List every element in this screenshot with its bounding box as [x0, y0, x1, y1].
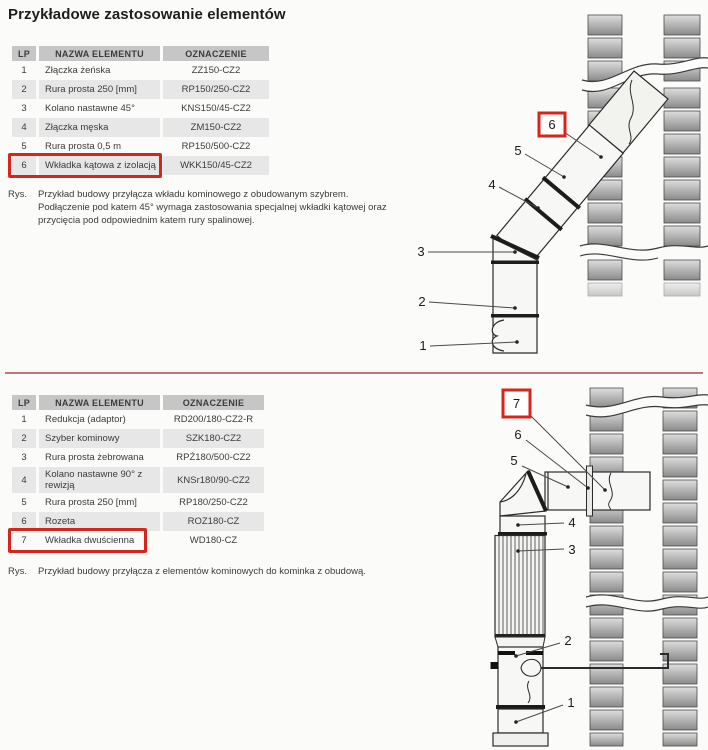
- highlight-box: [8, 153, 162, 178]
- name-cell: Złączka męska: [39, 118, 160, 137]
- name-cell: Rozeta: [39, 512, 160, 531]
- damper-axle-knob: [491, 662, 499, 669]
- table-row: [12, 448, 269, 467]
- caption-label: Rys.: [8, 189, 27, 200]
- diagram-2-svg: [400, 385, 708, 750]
- name-cell: Kolano nastawne 90° z rewizją: [39, 467, 160, 493]
- figure-caption-1: [8, 188, 390, 227]
- name-cell: Kolano nastawne 45°: [45, 103, 135, 114]
- code-cell: WKK150/45-CZ2: [163, 156, 269, 175]
- callout-2: 2: [564, 633, 572, 648]
- code-cell: RD200/180-CZ2-R: [173, 414, 254, 425]
- code-cell: WD180-CZ: [189, 535, 238, 546]
- table-row: [12, 410, 269, 429]
- code-cell: ZZ150-CZ2: [191, 65, 241, 76]
- parts-table-2: [12, 395, 269, 550]
- name-cell: Szyber kominowy: [39, 429, 160, 448]
- lp-cell: 6: [12, 156, 36, 175]
- callout-1: 1: [419, 338, 427, 353]
- rozeta-plate: [587, 466, 593, 516]
- name-cell: Rura prosta żebrowana: [45, 452, 144, 463]
- elbow-90-with-revision: [498, 471, 547, 536]
- chimney-diagram-2: [400, 385, 708, 750]
- column-header-lp: LP: [12, 46, 36, 61]
- code-cell: RPŻ180/500-CZ2: [176, 452, 251, 463]
- damper-blade: [521, 659, 541, 676]
- code-cell: RP150/250-CZ2: [163, 80, 269, 99]
- table-row: [12, 429, 269, 448]
- code-cell: RP180/250-CZ2: [179, 497, 248, 508]
- horizontal-pipe-and-insert: [545, 466, 650, 516]
- table-header-row: [12, 46, 269, 61]
- code-cell: ZM150-CZ2: [163, 118, 269, 137]
- chimney-diagram-1: [400, 8, 708, 365]
- callout-2: 2: [418, 294, 426, 309]
- code-cell: KNS150/45-CZ2: [181, 103, 251, 114]
- callout-5: 5: [514, 143, 522, 158]
- break-line-bottom: [580, 244, 708, 260]
- lp-cell: 1: [21, 65, 27, 76]
- callout-4: 4: [488, 177, 496, 192]
- lp-cell: 4: [12, 467, 36, 493]
- highlight-frame-7: [503, 390, 530, 417]
- lp-cell: 3: [21, 103, 27, 114]
- table-row: [12, 493, 269, 512]
- callout-7: 7: [512, 396, 521, 411]
- parts-table-1: [12, 46, 269, 175]
- callout-6: 6: [514, 427, 522, 442]
- section-divider: [5, 372, 703, 374]
- table-row: [12, 80, 269, 99]
- name-cell: Złączka żeńska: [45, 65, 111, 76]
- brick-column-right: [663, 388, 697, 746]
- callout-4: 4: [568, 515, 576, 530]
- lp-cell: 3: [21, 452, 27, 463]
- code-cell: KNSr180/90-CZ2: [163, 467, 264, 493]
- column-header-name: NAZWA ELEMENTU: [39, 395, 160, 410]
- lp-cell: 2: [12, 429, 36, 448]
- highlight-frame-6: [539, 113, 565, 136]
- code-cell: ROZ180-CZ: [163, 512, 264, 531]
- column-header-name: NAZWA ELEMENTU: [39, 46, 160, 61]
- lp-cell: 7: [21, 535, 27, 546]
- name-cell: Redukcja (adaptor): [45, 414, 126, 425]
- lp-cell: 4: [12, 118, 36, 137]
- table-row: [12, 118, 269, 137]
- table-row: [12, 467, 269, 493]
- code-cell: SZK180-CZ2: [163, 429, 264, 448]
- highlight-box: [8, 528, 147, 553]
- column-header-code: OZNACZENIE: [163, 395, 264, 410]
- diagram-1-svg: [400, 8, 708, 360]
- callout-5: 5: [510, 453, 518, 468]
- name-cell: Wkładka dwuścienna: [45, 535, 135, 546]
- callout-3: 3: [417, 244, 425, 259]
- name-cell: Rura prosta 250 [mm]: [39, 80, 160, 99]
- lp-cell: 2: [12, 80, 36, 99]
- page-title: Przykładowe zastosowanie elementów: [8, 6, 286, 23]
- callout-3: 3: [568, 542, 576, 557]
- figure-caption-2: [8, 565, 390, 578]
- lp-cell: 1: [21, 414, 27, 425]
- name-cell: Rura prosta 250 [mm]: [45, 497, 137, 508]
- column-header-code: OZNACZENIE: [163, 46, 269, 61]
- table-row: [12, 61, 269, 80]
- caption-text: Przykład budowy przyłącza z elementów kominowych do kominka z obudową.: [38, 566, 366, 577]
- callout-1: 1: [567, 695, 575, 710]
- caption-text: Przykład budowy przyłącza wkładu kominowego z obudowanym szybrem. Podłączenie pod katem 45° wymaga zastosowania specjalnej wkładki kątowej oraz przycięcia pod odpowiednim katem rury spalinowej.: [38, 189, 387, 226]
- callout-6: 6: [548, 117, 556, 132]
- lp-cell: 5: [21, 141, 27, 152]
- table-row: [12, 99, 269, 118]
- reduction-adaptor: [493, 709, 548, 746]
- name-cell: Rura prosta 0,5 m: [45, 141, 122, 152]
- lp-cell: 6: [12, 512, 36, 531]
- ribbed-pipe: [495, 536, 545, 648]
- table-header-row: [12, 395, 269, 410]
- lp-cell: 5: [21, 497, 27, 508]
- column-header-lp: LP: [12, 395, 36, 410]
- code-cell: RP150/500-CZ2: [181, 141, 251, 152]
- brick-column-left: [590, 388, 623, 746]
- caption-label: Rys.: [8, 566, 27, 577]
- name-cell: Wkładka kątowa z izolacją: [39, 156, 160, 175]
